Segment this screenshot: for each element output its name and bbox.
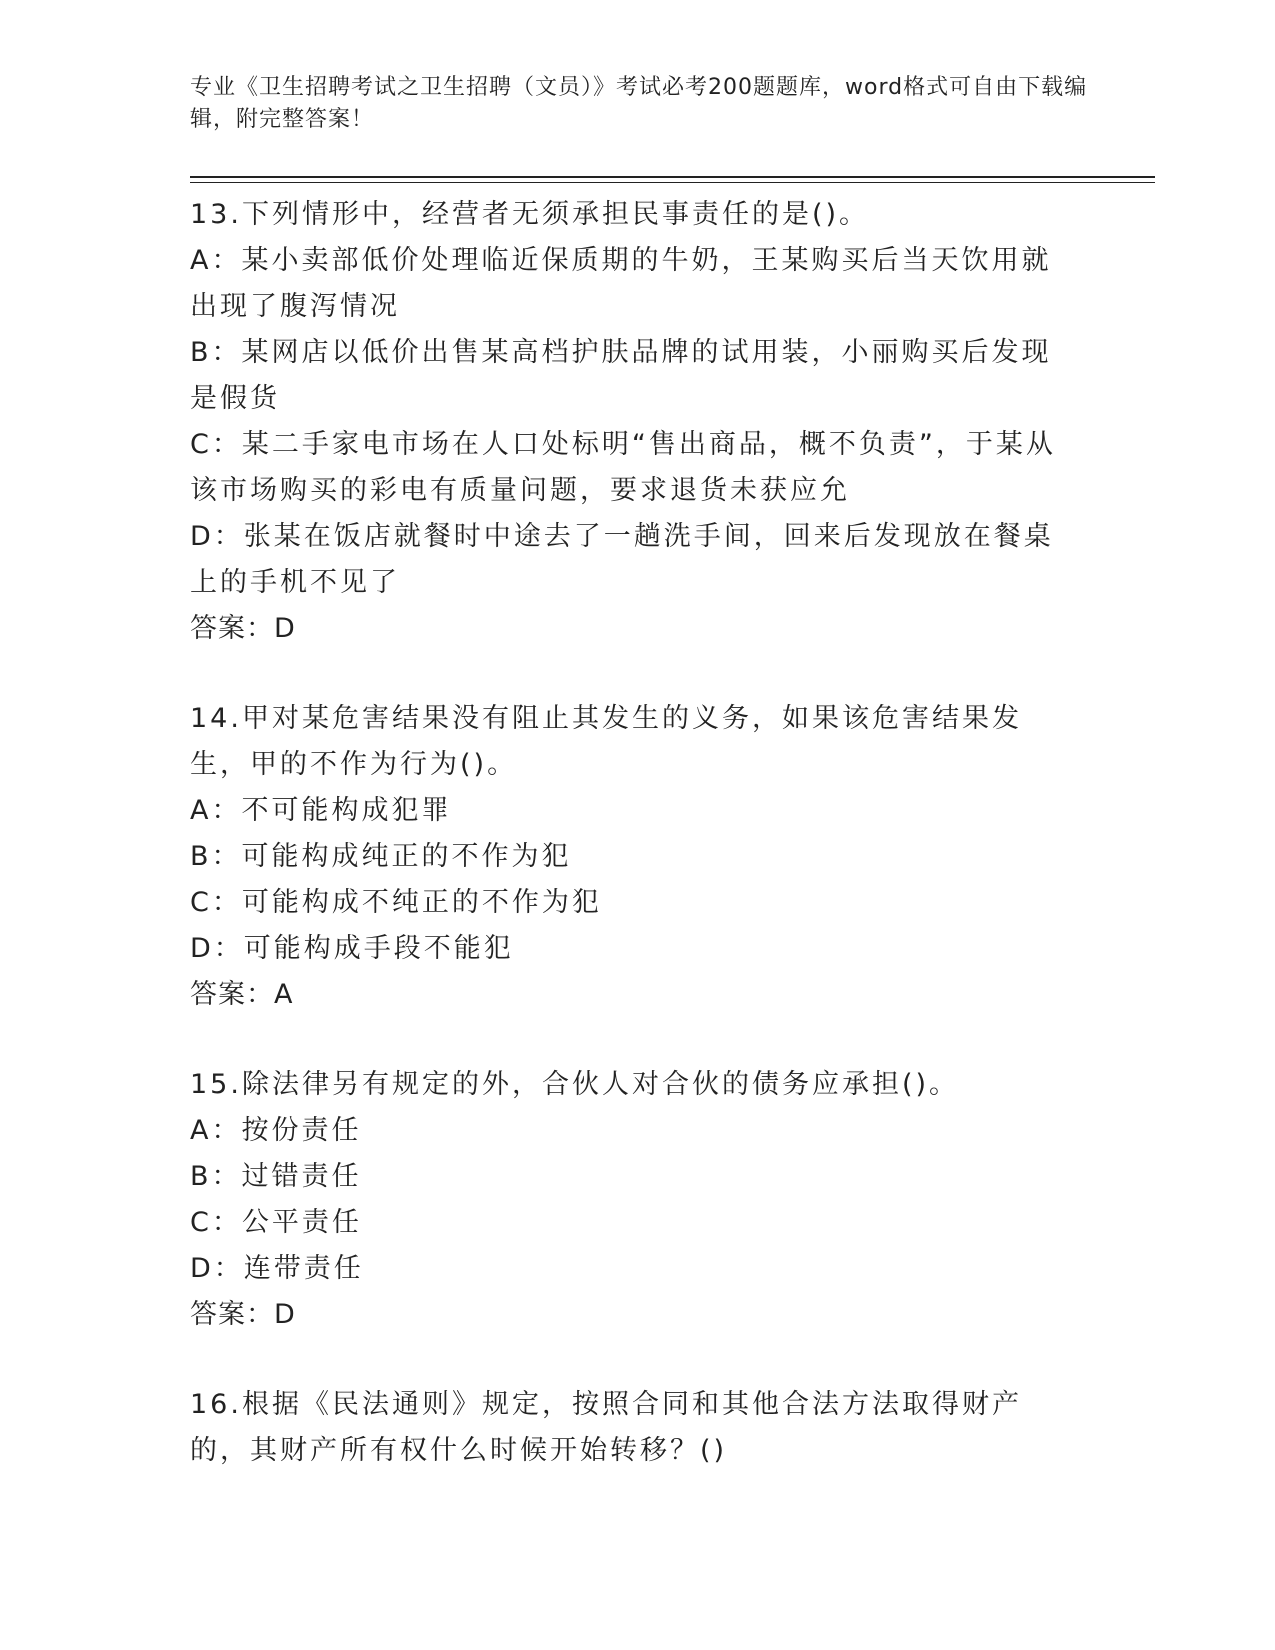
option-b: B：可能构成纯正的不作为犯 — [190, 841, 572, 872]
question-15 — [190, 1062, 1080, 1338]
option-b: B：某网店以低价出售某高档护肤品牌的试用装，小丽购买后发现是假货 — [190, 337, 1052, 414]
answer: 答案：D — [190, 1299, 296, 1330]
question-stem: 14.甲对某危害结果没有阻止其发生的义务，如果该危害结果发生，甲的不作为行为()。 — [190, 703, 1022, 780]
option-d: D：张某在饭店就餐时中途去了一趟洗手间，回来后发现放在餐桌上的手机不见了 — [190, 521, 1054, 598]
header-divider-thin — [190, 182, 1155, 183]
question-14 — [190, 696, 1080, 1018]
question-13 — [190, 192, 1080, 652]
option-b: B：过错责任 — [190, 1161, 362, 1192]
question-stem: 16.根据《民法通则》规定，按照合同和其他合法方法取得财产的，其财产所有权什么时候开始转移？() — [190, 1389, 1022, 1466]
answer: 答案：A — [190, 979, 294, 1010]
option-c: C：可能构成不纯正的不作为犯 — [190, 887, 602, 918]
option-d: D：连带责任 — [190, 1253, 364, 1284]
answer: 答案：D — [190, 613, 296, 644]
question-stem: 13.下列情形中，经营者无须承担民事责任的是()。 — [190, 199, 870, 230]
question-list — [190, 192, 1080, 1518]
option-a: A：按份责任 — [190, 1115, 362, 1146]
question-stem: 15.除法律另有规定的外，合伙人对合伙的债务应承担()。 — [190, 1069, 960, 1100]
option-d: D：可能构成手段不能犯 — [190, 933, 514, 964]
question-16 — [190, 1382, 1080, 1474]
option-a: A：某小卖部低价处理临近保质期的牛奶，王某购买后当天饮用就出现了腹泻情况 — [190, 245, 1052, 322]
document-header: 专业《卫生招聘考试之卫生招聘（文员）》考试必考200题题库，word格式可自由下载编辑，附完整答案！ — [190, 75, 1088, 132]
option-c: C：公平责任 — [190, 1207, 362, 1238]
option-c: C：某二手家电市场在人口处标明“售出商品，概不负责”，于某从该市场购买的彩电有质量问题，要求退货未获应允 — [190, 429, 1056, 506]
header-divider-thick — [190, 176, 1155, 178]
option-a: A：不可能构成犯罪 — [190, 795, 452, 826]
